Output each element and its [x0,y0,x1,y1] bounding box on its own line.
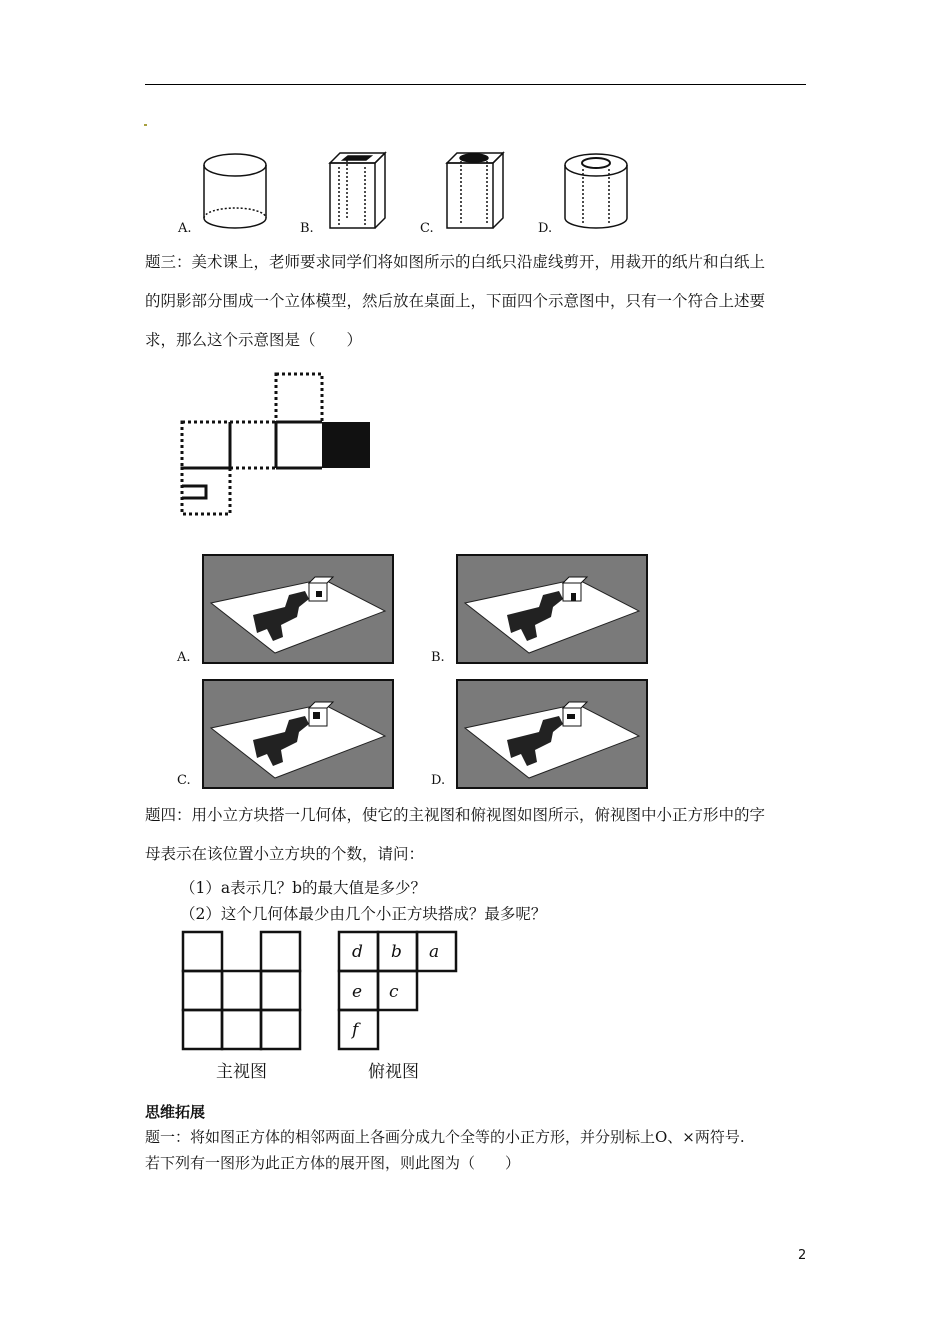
section-line-2: 若下列有一图形为此正方体的展开图，则此图为（ ） [145,1154,521,1172]
solids-figure [175,145,655,240]
solid-b-prism [330,153,385,228]
q3-text [145,243,807,360]
page-number: 2 [798,1248,807,1263]
speck-mark [144,124,147,126]
solid-a-cylinder [204,154,266,228]
q3-label-b: B. [431,650,445,665]
q3-label-d: D. [431,773,446,788]
q3-label-a: A. [177,650,191,665]
q3-line-2: 的阴影部分围成一个立体模型，然后放在桌面上，下面四个示意图中，只有一个符合上述要 [145,292,766,310]
header-rule [145,84,806,85]
shaded-square [322,422,370,468]
q3-option-d-image [457,680,647,788]
q3-label-c: C. [177,773,191,788]
solid-label-c: C. [420,221,434,236]
solid-label-d: D. [538,221,553,236]
top-view-label: 俯视图 [368,1062,419,1082]
front-view-grid [181,930,303,1052]
solid-c-prism [447,153,503,228]
top-view-cell-e: e [352,982,363,1002]
q3-line-1: 题三：美术课上，老师要求同学们将如图所示的白纸只沿虚线剪开，用裁开的纸片和白纸上 [145,253,766,271]
q4-sub-1: （1）a表示几？b的最大值是多少？ [180,879,427,897]
solid-label-b: B. [300,221,314,236]
solid-d-tube [565,154,627,228]
top-view-cell-c: c [389,982,399,1002]
q3-line-3: 求，那么这个示意图是（ ） [145,331,363,349]
q3-option-b-image [457,555,647,663]
q4-sub-2: （2）这个几何体最少由几个小正方块搭成？最多呢？ [180,905,547,923]
q3-net-figure [178,370,378,520]
solid-label-a: A. [178,221,192,236]
top-view-cell-f: f [352,1020,359,1040]
q4-line-1: 题四：用小立方块搭一几何体，使它的主视图和俯视图如图所示，俯视图中小正方形中的字 [145,806,766,824]
front-view-label: 主视图 [216,1062,267,1082]
q4-text [145,796,807,874]
top-view-cell-d: d [352,942,363,962]
q3-option-c-image [203,680,393,788]
top-view-cell-b: b [391,942,402,962]
section-line-1: 题一：将如图正方体的相邻两面上各画分成九个全等的小正方形，并分别标上O、×两符号. [145,1128,745,1146]
section-title: 思维拓展 [145,1103,206,1121]
q3-option-a-image [203,555,393,663]
top-view-cell-a: a [429,942,440,962]
q4-line-2: 母表示在该位置小立方块的个数，请问： [145,845,425,863]
